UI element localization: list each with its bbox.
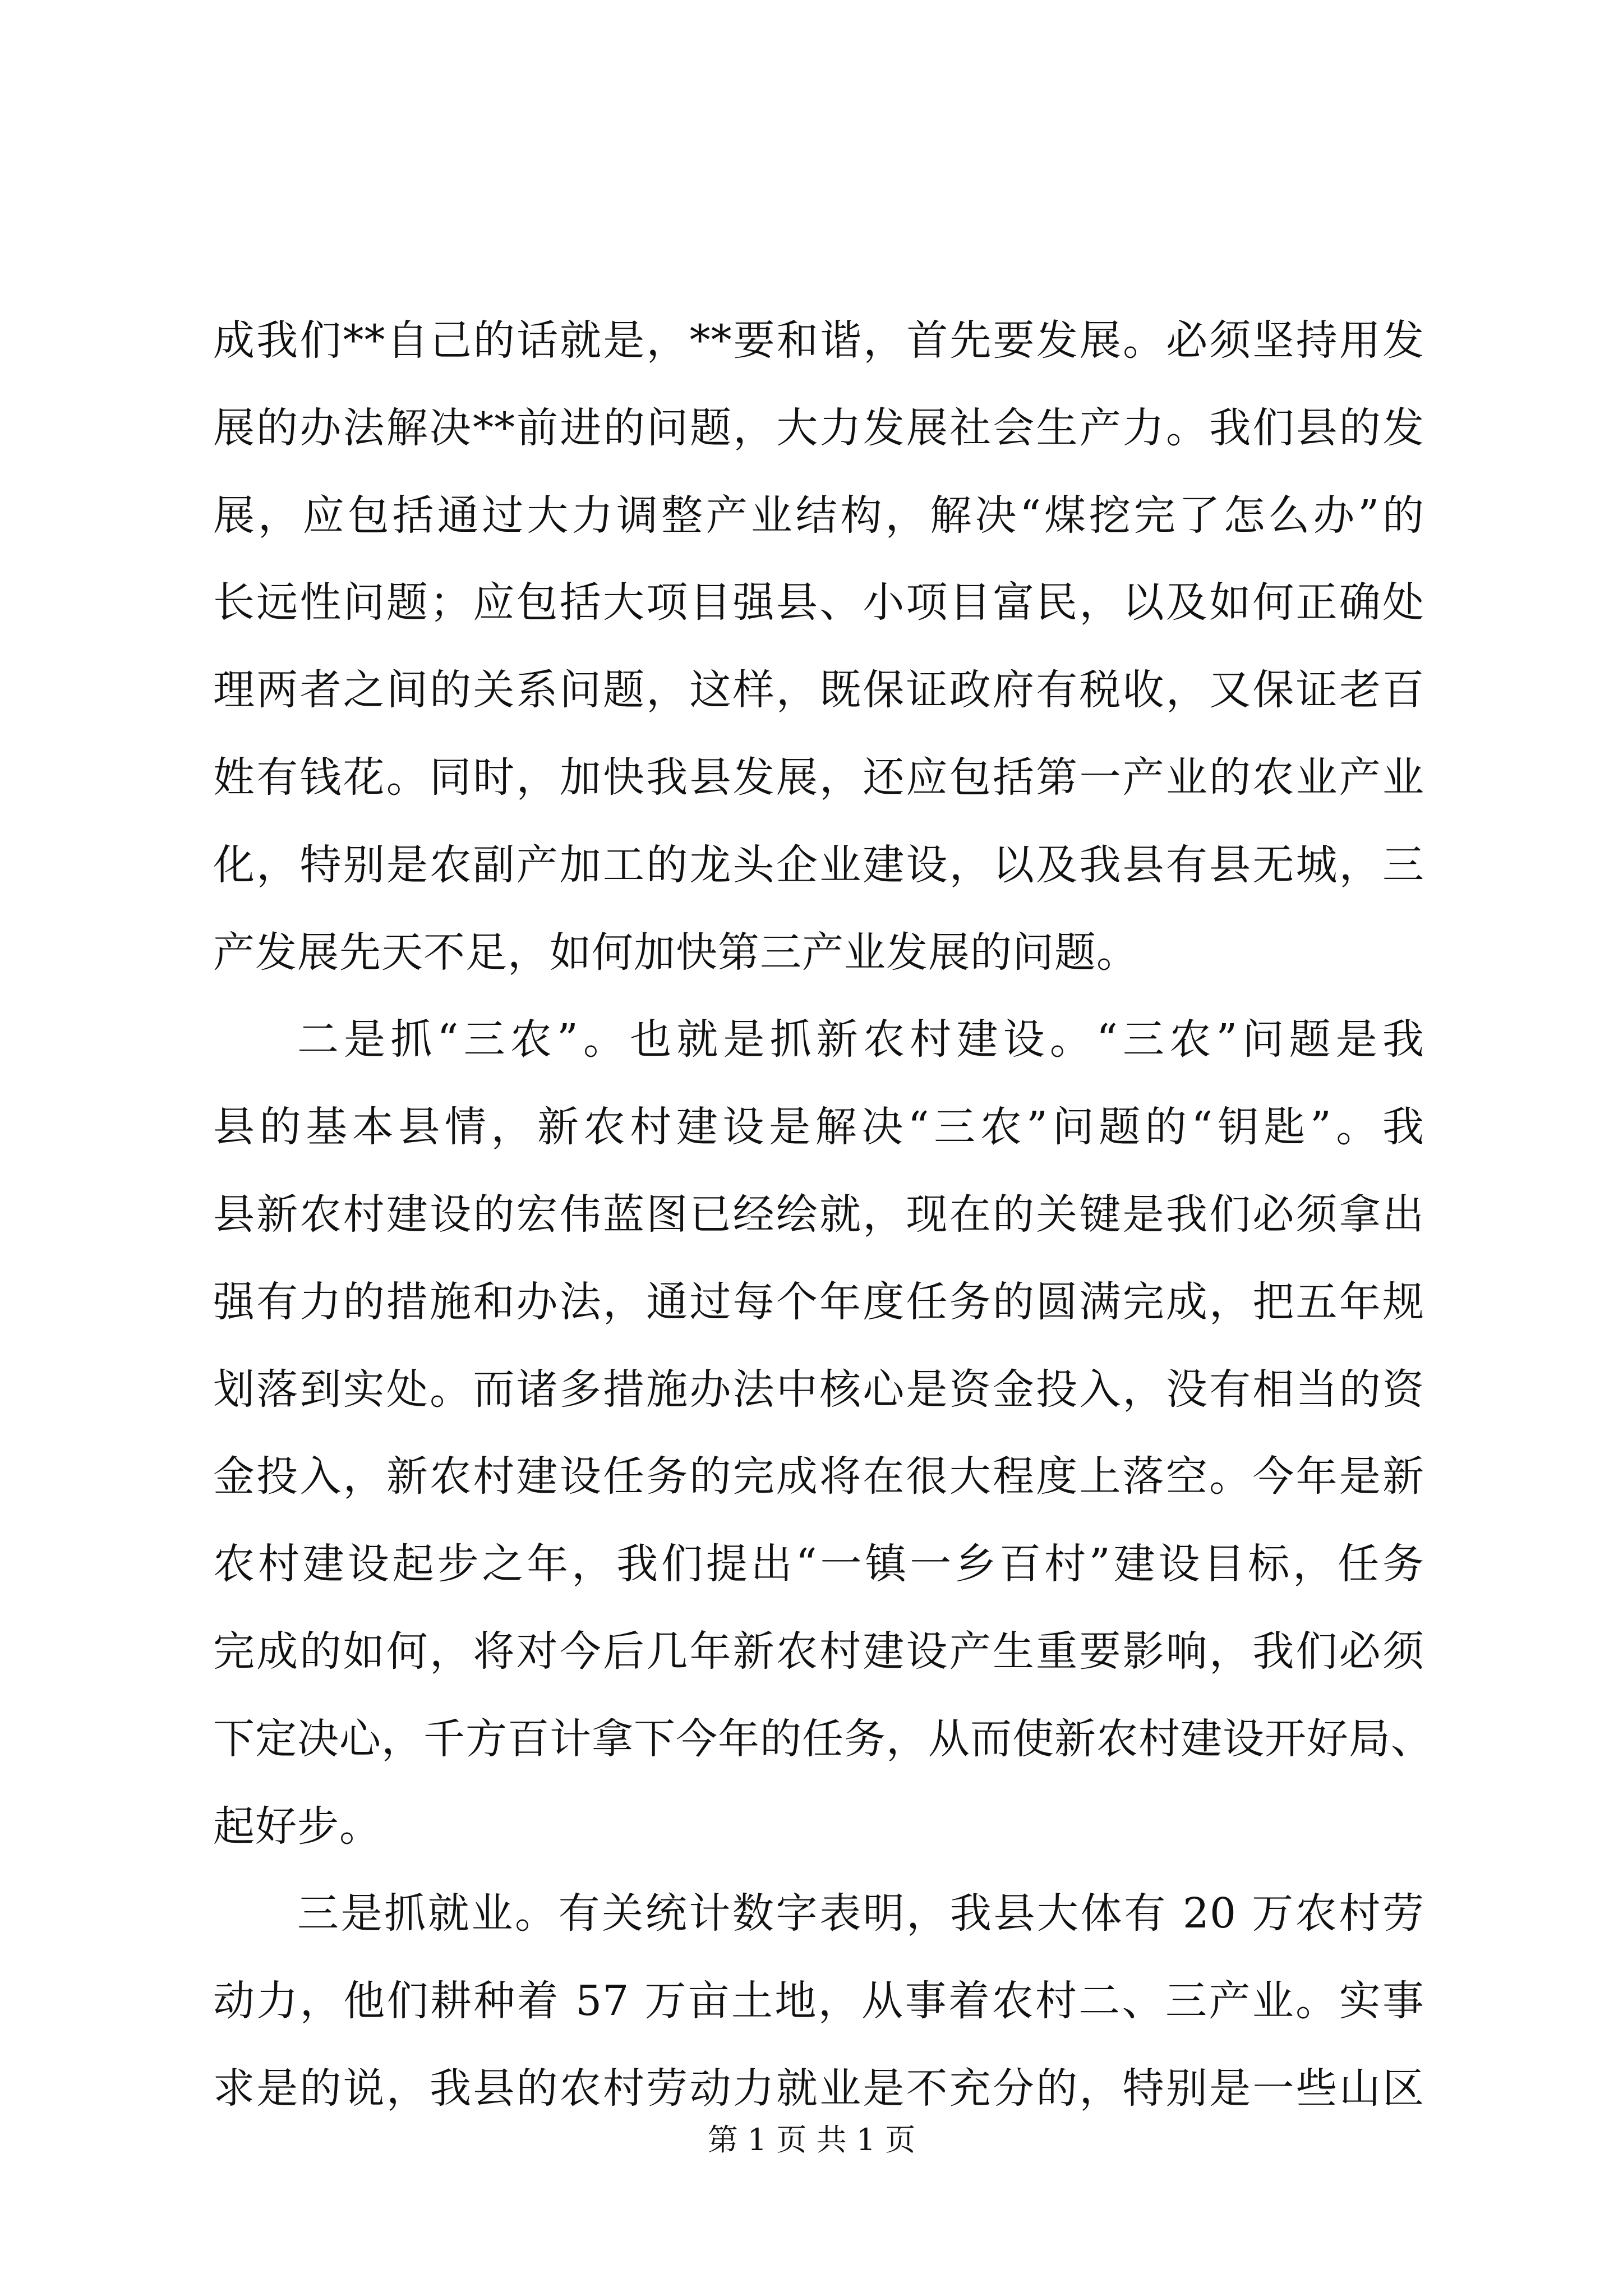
text-line: 划落到实处。而诸多措施办法中核心是资金投入，没有相当的资 [213,1365,1424,1414]
text-line: 理两者之间的关系问题，这样，既保证政府有税收，又保证老百 [213,666,1424,715]
text-line: 下定决心，千方百计拿下今年的任务，从而使新农村建设开好局、 [213,1714,1433,1763]
document-body [213,297,1433,2133]
text-line: 长远性问题；应包括大项目强县、小项目富民，以及如何正确处 [213,578,1424,627]
text-line: 金投入，新农村建设任务的完成将在很大程度上落空。今年是新 [213,1452,1424,1501]
text-line: 县的基本县情，新农村建设是解决“三农”问题的“钥匙”。我 [213,1103,1424,1152]
text-line: 产发展先天不足，如何加快第三产业发展的问题。 [213,928,1138,977]
text-line: 动力，他们耕种着 57 万亩土地，从事着农村二、三产业。实事 [213,1977,1424,2026]
text-line: 起好步。 [213,1802,381,1851]
text-line: 强有力的措施和办法，通过每个年度任务的圆满完成，把五年规 [213,1277,1424,1326]
text-line: 成我们**自己的话就是，**要和谐，首先要发展。必须坚持用发 [213,316,1424,365]
text-line: 求是的说，我县的农村劳动力就业是不充分的，特别是一些山区 [213,2064,1424,2113]
page-footer: 第 1 页 共 1 页 [707,2122,916,2157]
text-line: 展，应包括通过大力调整产业结构，解决“煤挖完了怎么办”的 [213,491,1424,540]
text-line: 完成的如何，将对今后几年新农村建设产生重要影响，我们必须 [213,1627,1424,1676]
text-line: 县新农村建设的宏伟蓝图已经绘就，现在的关键是我们必须拿出 [213,1190,1424,1239]
text-line: 展的办法解决**前进的问题，大力发展社会生产力。我们县的发 [213,403,1424,452]
text-line: 姓有钱花。同时，加快我县发展，还应包括第一产业的农业产业 [213,753,1424,802]
paragraph-start-line: 三是抓就业。有关统计数字表明，我县大体有 20 万农村劳 [297,1889,1424,1938]
paragraph-start-line: 二是抓“三农”。也就是抓新农村建设。“三农”问题是我 [297,1015,1424,1064]
text-line: 化，特别是农副产加工的龙头企业建设，以及我县有县无城，三 [213,840,1424,889]
text-line: 农村建设起步之年，我们提出“一镇一乡百村”建设目标，任务 [213,1540,1424,1589]
